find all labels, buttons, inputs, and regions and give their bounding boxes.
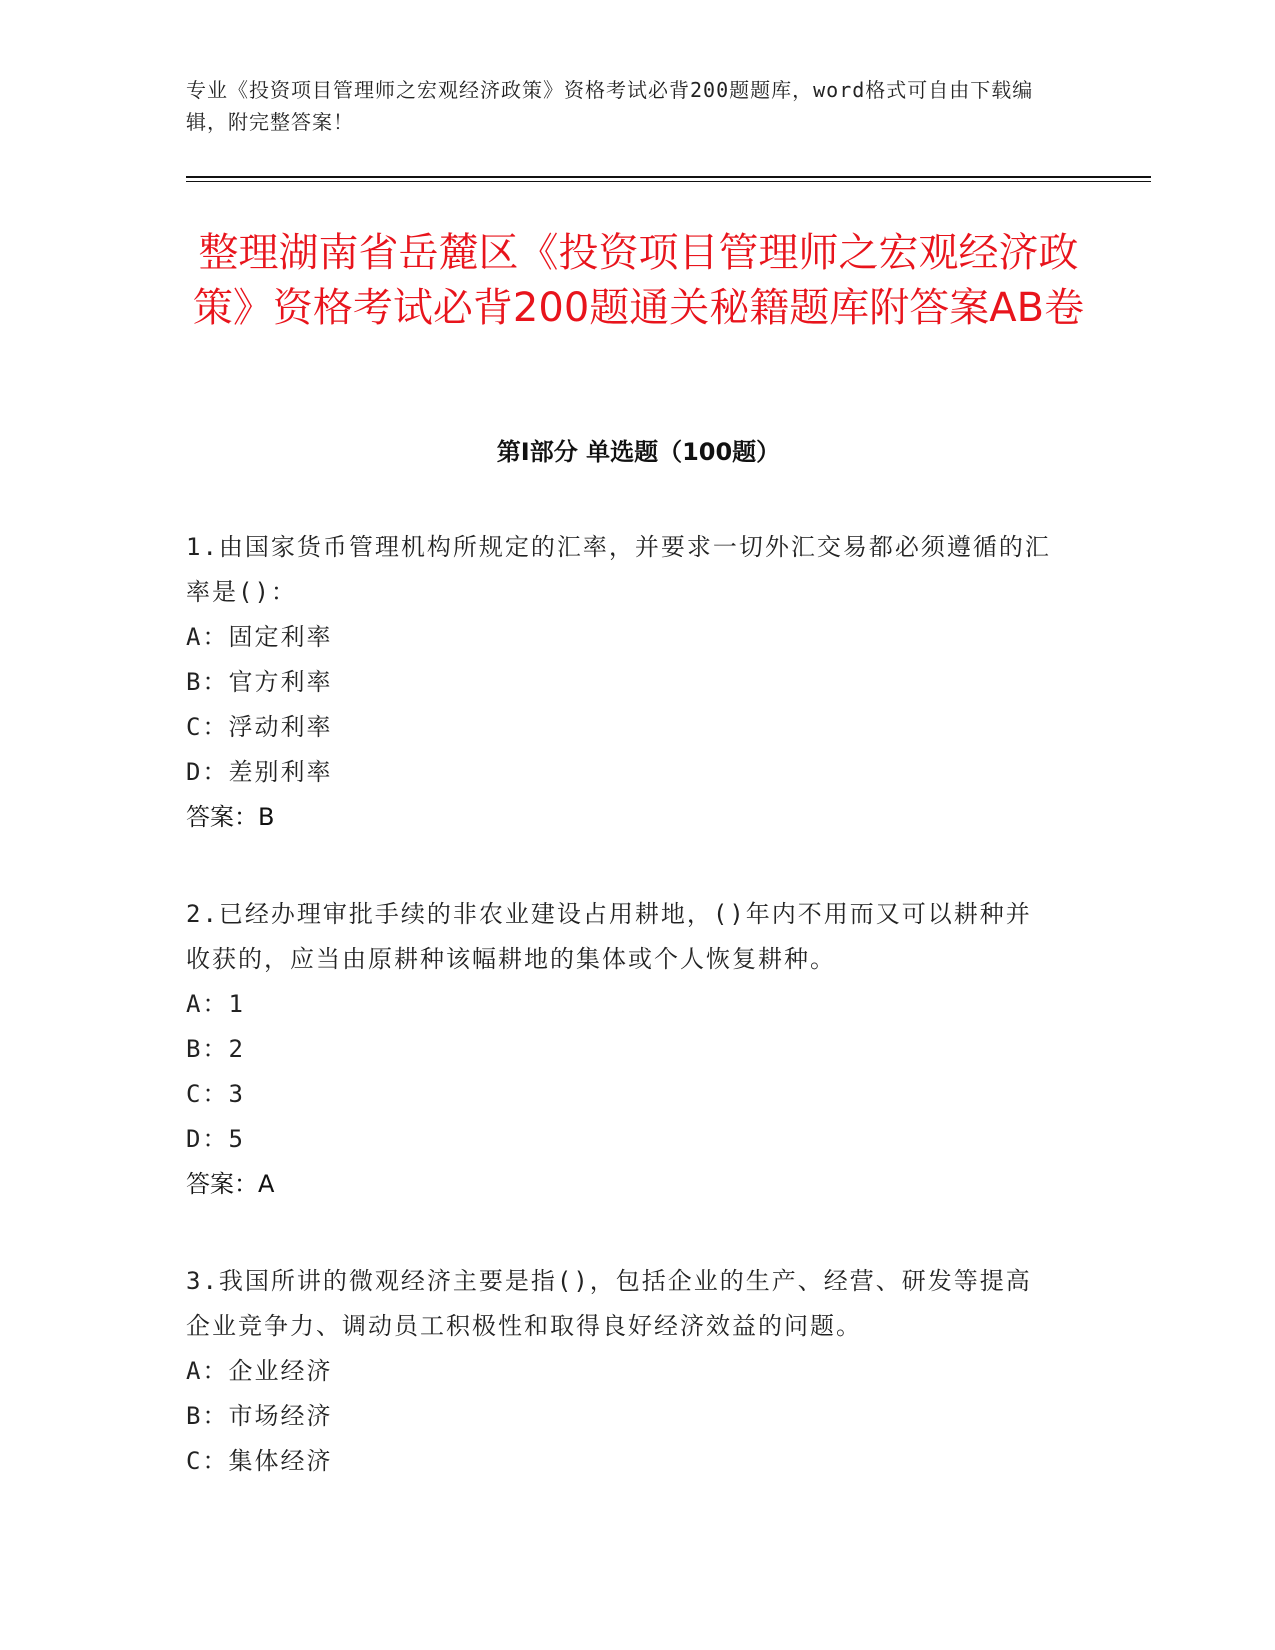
option-c: C：浮动利率 — [186, 713, 333, 741]
question-2 — [186, 892, 1056, 1207]
question-stem: 3.我国所讲的微观经济主要是指()，包括企业的生产、经营、研发等提高企业竞争力、调动员工积极性和取得良好经济效益的问题。 — [186, 1267, 1032, 1340]
question-stem: 2.已经办理审批手续的非农业建设占用耕地，()年内不用而又可以耕种并收获的，应当由原耕种该幅耕地的集体或个人恢复耕种。 — [186, 900, 1032, 973]
option-d: D：差别利率 — [186, 758, 333, 786]
document-title: 整理湖南省岳麓区《投资项目管理师之宏观经济政策》资格考试必背200题通关秘籍题库附答案AB卷 — [192, 230, 1085, 331]
question-list — [186, 525, 1056, 1536]
header-note: 专业《投资项目管理师之宏观经济政策》资格考试必背200题题库，word格式可自由下载编辑，附完整答案！ — [186, 78, 1034, 134]
option-b: B：官方利率 — [186, 668, 333, 696]
option-d: D：5 — [186, 1125, 245, 1153]
question-1 — [186, 525, 1056, 840]
question-stem: 1.由国家货币管理机构所规定的汇率，并要求一切外汇交易都必须遵循的汇率是()： — [186, 533, 1051, 606]
header-rule-thick — [186, 176, 1151, 178]
answer: 答案：B — [186, 803, 275, 831]
option-b: B：市场经济 — [186, 1402, 333, 1430]
option-b: B：2 — [186, 1035, 245, 1063]
option-a: A：1 — [186, 990, 245, 1018]
header-rule-thin — [186, 181, 1151, 182]
option-a: A：企业经济 — [186, 1357, 333, 1385]
option-a: A：固定利率 — [186, 623, 333, 651]
section-title: 第Ⅰ部分 单选题（100题） — [496, 438, 781, 466]
answer: 答案：A — [186, 1170, 275, 1198]
question-3 — [186, 1259, 1056, 1484]
option-c: C：集体经济 — [186, 1447, 333, 1475]
option-c: C：3 — [186, 1080, 245, 1108]
